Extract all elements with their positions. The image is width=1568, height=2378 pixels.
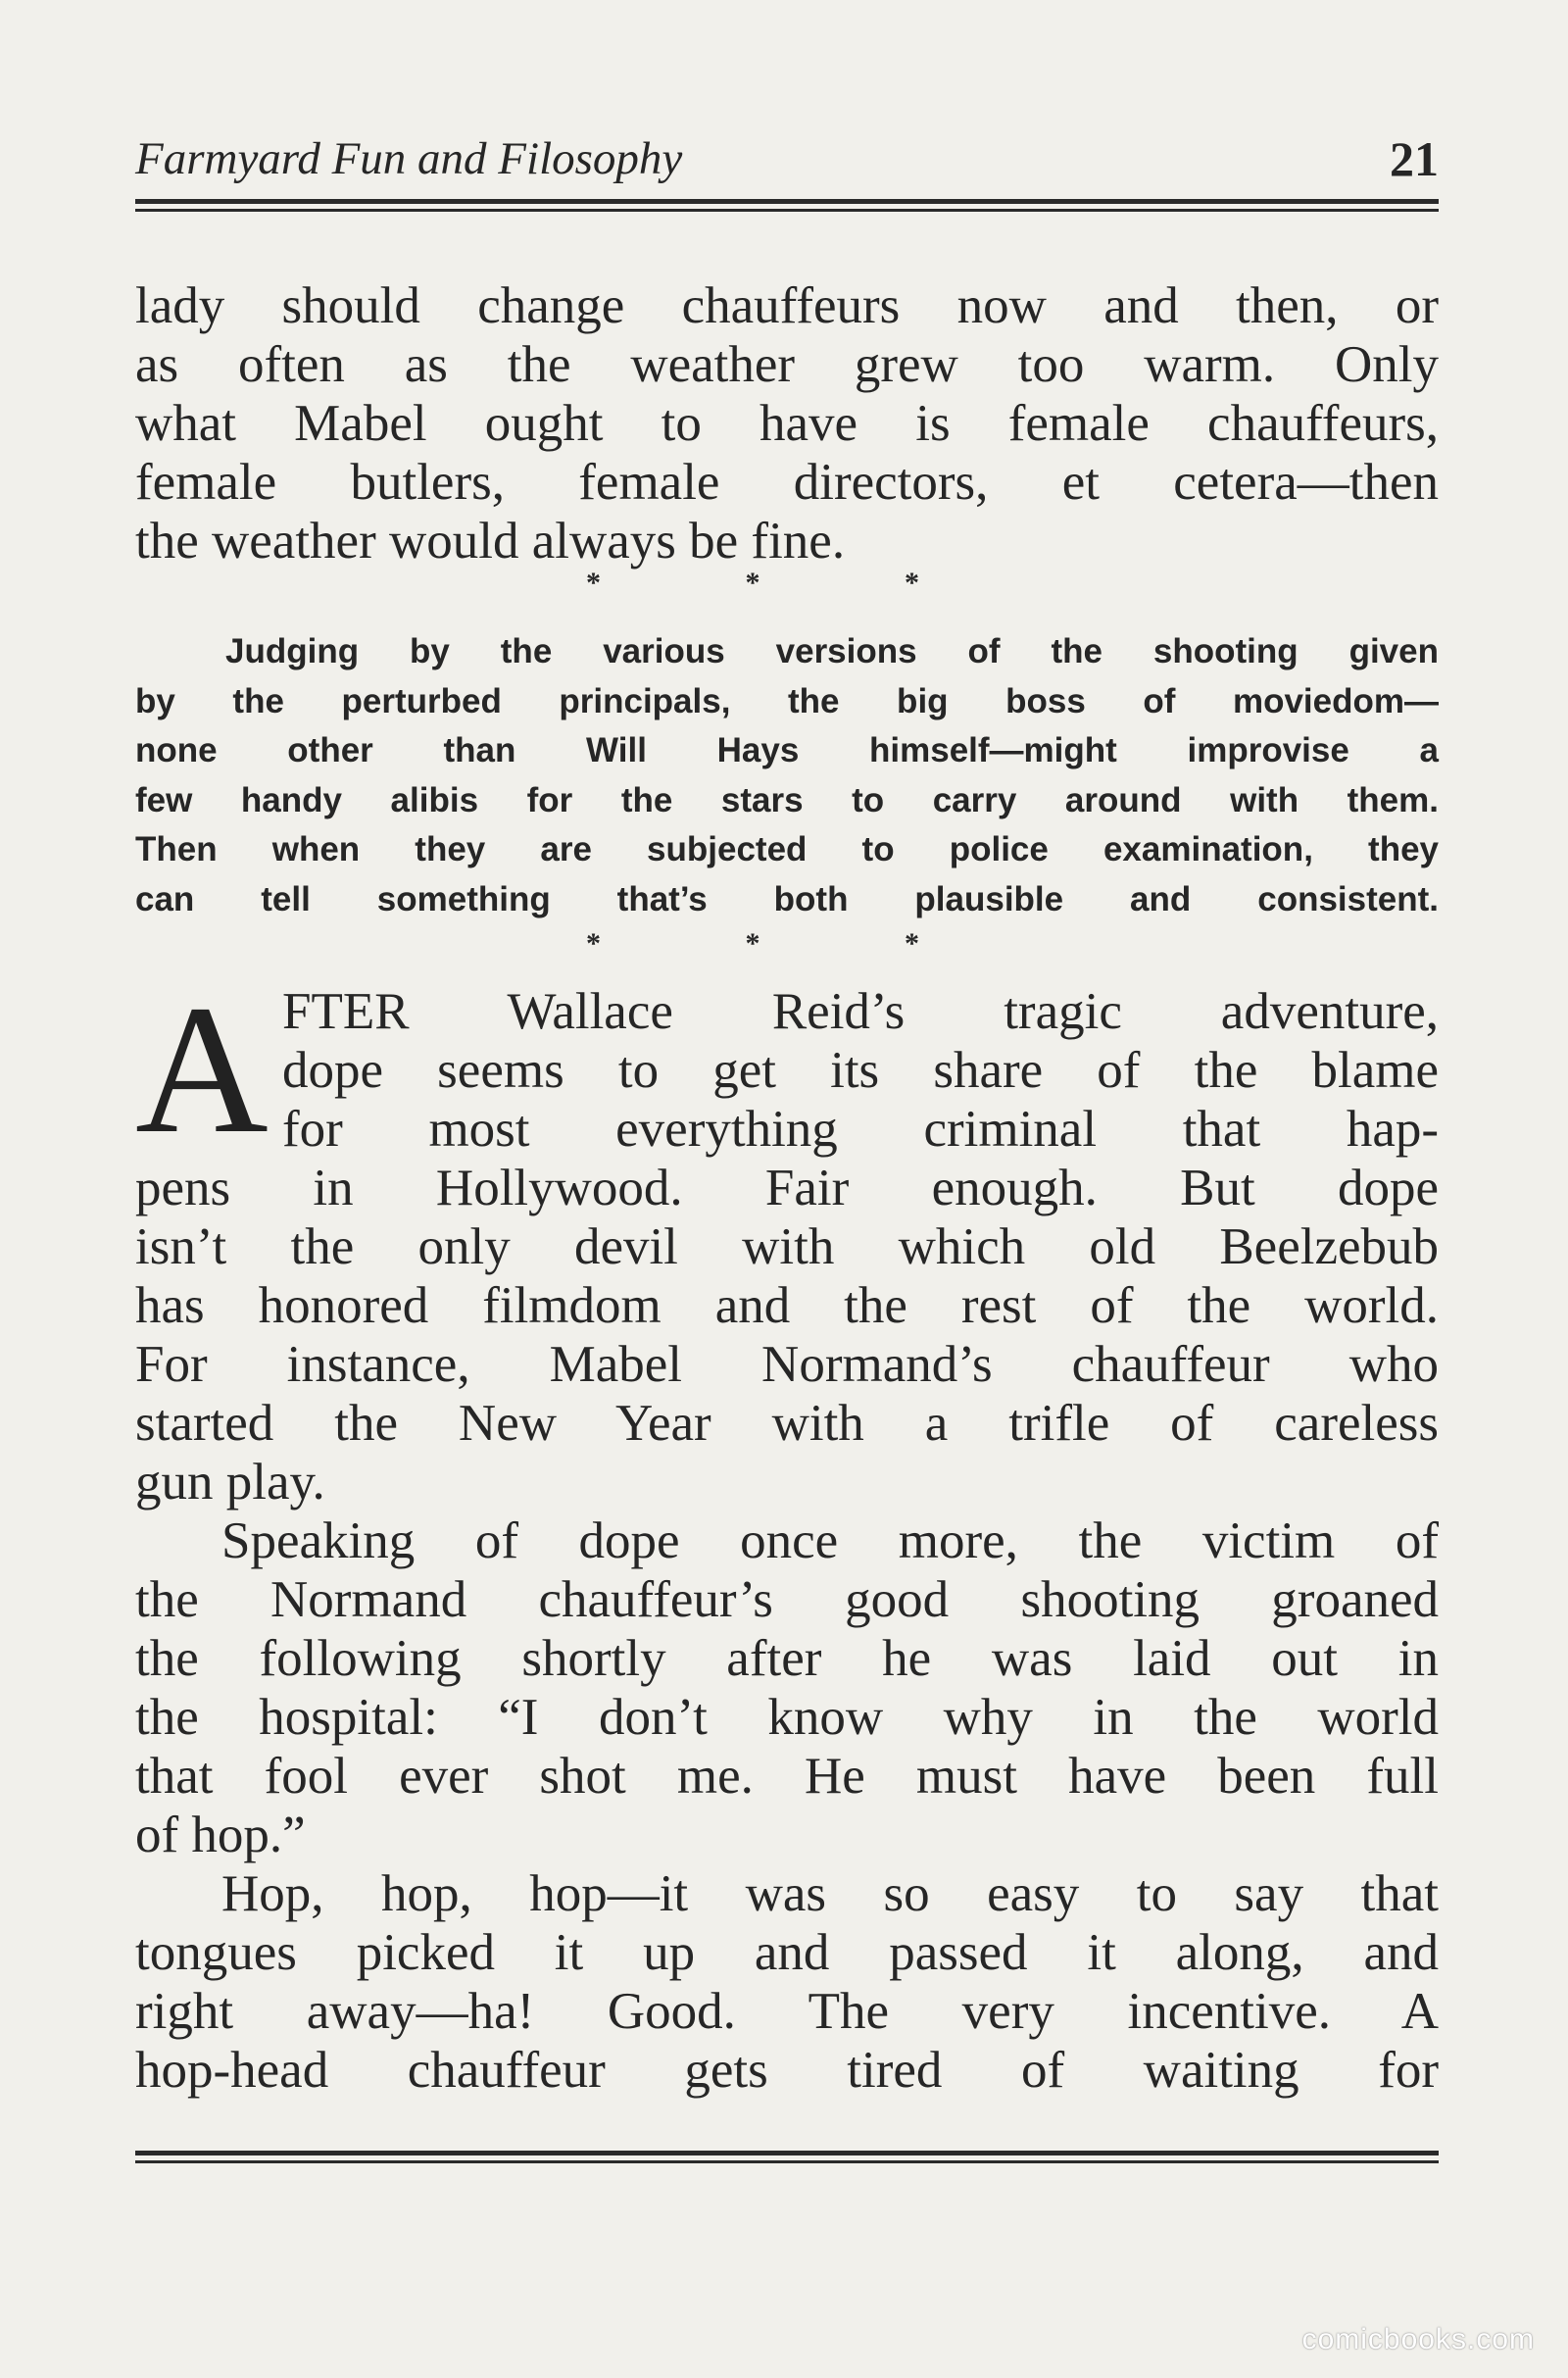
text-line: the Normand chauffeur’s good shooting groaned <box>135 1571 1439 1628</box>
page-header <box>135 129 1439 188</box>
text-line: FTER Wallace Reid’s tragic adventure, <box>282 983 1439 1040</box>
page-number: 21 <box>1390 131 1439 186</box>
footer-rule <box>135 2151 1439 2163</box>
text-line: hop-head chauffeur gets tired of waiting for <box>135 2042 1439 2099</box>
running-title: Farmyard Fun and Filosophy <box>135 133 683 184</box>
text-line: isn’t the only devil with which old Beelzebub <box>135 1218 1439 1275</box>
insert-line: Judging by the various versions of the shooting given <box>225 632 1439 670</box>
section-separator: * * * <box>586 567 988 599</box>
text-line: Speaking of dope once more, the victim of <box>221 1512 1439 1569</box>
text-line: the hospital: “I don’t know why in the world <box>135 1689 1439 1746</box>
text-line: that fool ever shot me. He must have been full <box>135 1748 1439 1805</box>
insert-line: Then when they are subjected to police examination, they <box>135 830 1439 868</box>
paragraph-continued <box>135 276 1439 570</box>
header-rule <box>135 199 1439 212</box>
boxed-insert-paragraph <box>135 627 1439 924</box>
text-line: of hop.” <box>135 1807 306 1863</box>
insert-line: by the perturbed principals, the big boss of moviedom— <box>135 681 1439 720</box>
text-line: right away—ha! Good. The very incentive. A <box>135 1983 1439 2040</box>
text-line: started the New Year with a trifle of careless <box>135 1395 1439 1452</box>
text-line: for most everything criminal that hap- <box>282 1101 1439 1158</box>
text-line: For instance, Mabel Normand’s chauffeur who <box>135 1336 1439 1393</box>
text-line: the weather would always be fine. <box>135 513 846 570</box>
dropcap-lines <box>282 982 1439 1159</box>
text-line: has honored filmdom and the rest of the world. <box>135 1277 1439 1334</box>
text-line: lady should change chauffeurs now and then, or <box>135 277 1439 334</box>
section-separator: * * * <box>586 927 988 960</box>
text-line: gun play. <box>135 1454 325 1511</box>
body-text <box>135 1159 1439 2100</box>
insert-line: few handy alibis for the stars to carry around with them. <box>135 780 1439 819</box>
text-line: pens in Hollywood. Fair enough. But dope <box>135 1160 1439 1216</box>
text-line: tongues picked it up and passed it along, and <box>135 1924 1439 1981</box>
text-line: female butlers, female directors, et cetera—then <box>135 454 1439 511</box>
text-line: the following shortly after he was laid out in <box>135 1630 1439 1687</box>
text-line: Hop, hop, hop—it was so easy to say that <box>221 1865 1439 1922</box>
insert-line: none other than Will Hays himself—might improvise a <box>135 731 1439 769</box>
insert-line: can tell something that’s both plausible and consistent. <box>135 879 1439 918</box>
text-line: dope seems to get its share of the blame <box>282 1042 1439 1099</box>
drop-cap-initial: A <box>135 966 269 1171</box>
text-line: what Mabel ought to have is female chauffeurs, <box>135 395 1439 452</box>
watermark: comicbooks.com <box>1301 2323 1535 2355</box>
text-line: as often as the weather grew too warm. Only <box>135 336 1439 393</box>
